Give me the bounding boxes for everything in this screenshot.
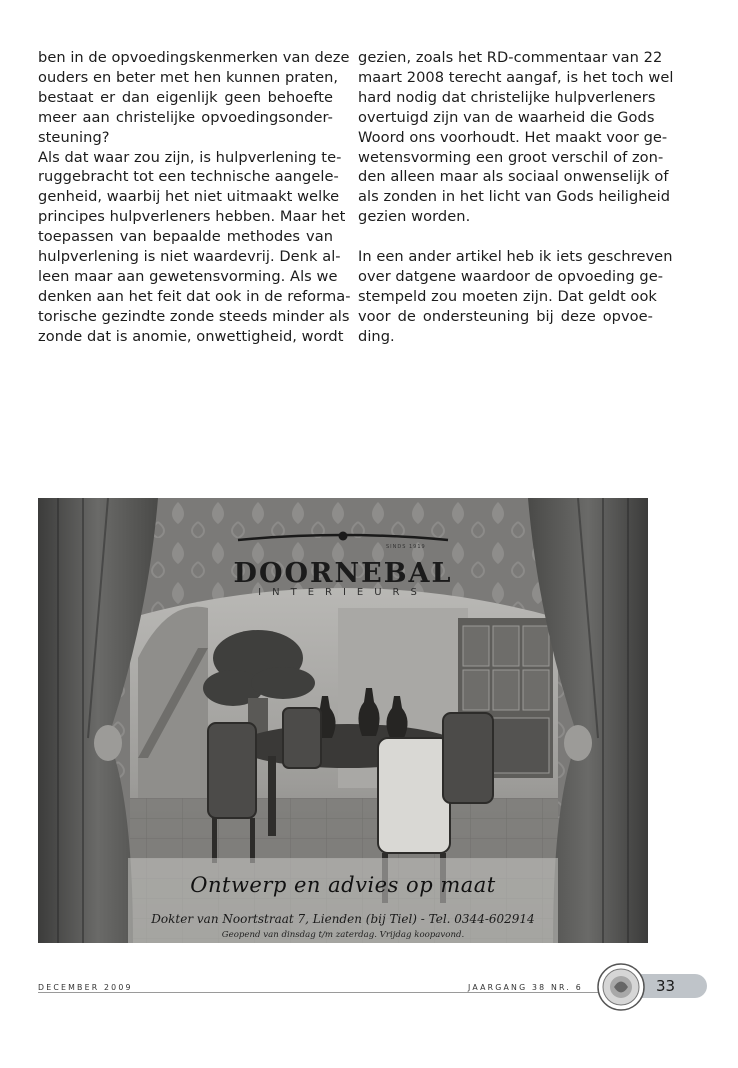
text-line (358, 227, 653, 247)
ad-since-label: SINDS 1919 (386, 544, 426, 550)
text-line: voor de ondersteuning bij deze opvoe- (358, 307, 653, 325)
text-line: toepassen van bepaalde methodes van (38, 228, 333, 246)
text-line: den alleen maar als sociaal onwenselijk of (358, 168, 669, 186)
text-line: principes hulpverleners hebben. Maar het (38, 208, 346, 226)
text-line: zonde dat is anomie, onwettigheid, wordt (38, 327, 344, 345)
ad-slogan: Ontwerp en advies op maat (190, 873, 496, 897)
text-line: hard nodig dat christelijke hulpverleners (358, 88, 656, 106)
text-line: steuning? (38, 128, 110, 146)
text-line: In een ander artikel heb ik iets geschreven (358, 248, 673, 266)
article-column-right (358, 48, 674, 347)
text-line: over datgene waardoor de opvoeding ge- (358, 267, 664, 285)
text-line: ding. (358, 327, 395, 345)
text-line: genheid, waarbij het niet uitmaakt welke (38, 188, 340, 206)
text-line: bestaat er dan eigenlijk geen behoefte (38, 88, 333, 106)
emblem-icon (596, 962, 646, 1012)
text-line: leen maar aan gewetensvorming. Als we (38, 267, 338, 285)
text-line: ouders en beter met hen kunnen praten, (38, 68, 339, 86)
ad-address: Dokter van Noortstraat 7, Lienden (bij Tiel) - Tel. 0344-602914 (151, 912, 535, 926)
text-line: denken aan het feit dat ook in de reforma- (38, 287, 351, 305)
text-line: ben in de opvoedingskenmerken van deze (38, 49, 350, 66)
text-line: ruggebracht tot een technische aangele- (38, 168, 339, 186)
page-number: 33 (656, 977, 676, 995)
text-line: Als dat waar zou zijn, is hulpverlening te- (38, 148, 342, 166)
ad-opening-hours: Geopend van dinsdag t/m zaterdag. Vrijdag koopavond. (221, 930, 465, 940)
ad-brand-name: DOORNEBAL (233, 558, 453, 589)
ad-brand-subtitle: INTERIEURS (258, 587, 428, 598)
text-line: gezien worden. (358, 208, 471, 226)
text-line: hulpverlening is niet waardevrij. Denk al- (38, 248, 341, 266)
text-line: als zonden in het licht van Gods heiligheid (358, 188, 671, 206)
text-line: gezien, zoals het RD-commentaar van 22 (358, 49, 663, 66)
text-line: overtuigd zijn van de waarheid die Gods (358, 108, 655, 126)
text-line: meer aan christelijke opvoedingsonder- (38, 108, 333, 126)
footer-volume: JAARGANG 38 NR. 6 (468, 983, 583, 992)
text-line: wetensvorming een groot verschil of zon- (358, 148, 664, 166)
article-column-left (38, 48, 351, 347)
text-line: stempeld zou moeten zijn. Dat geldt ook (358, 287, 657, 305)
footer-divider (38, 992, 638, 993)
text-line: torische gezindte zonde steeds minder als (38, 307, 350, 325)
footer-date: DECEMBER 2009 (38, 983, 133, 992)
text-line: maart 2008 terecht aangaf, is het toch wel (358, 68, 674, 86)
text-line: Woord ons voorhoudt. Het maakt voor ge- (358, 128, 668, 146)
doornebal-advertisement (38, 498, 648, 943)
